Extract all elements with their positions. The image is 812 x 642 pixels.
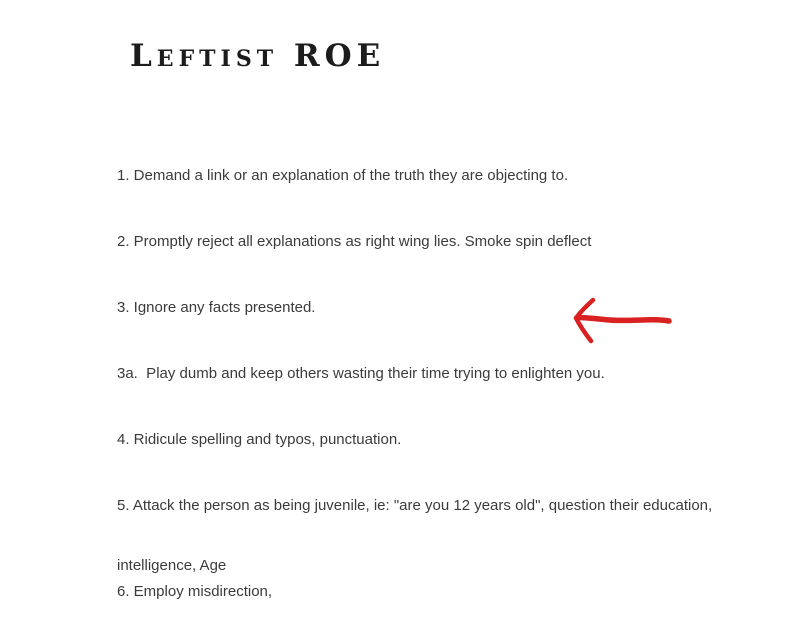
list-item-text: 2. Promptly reject all explanations as right wing lies. Smoke spin deflect [117, 233, 592, 250]
list-item-text: 3. Ignore any facts presented. [117, 299, 316, 316]
list-item-text: 4. Ridicule spelling and typos, punctuation. [117, 431, 402, 448]
list-item-text: 6. Employ misdirection, [117, 583, 273, 600]
list-item-text: 3a. Play dumb and keep others wasting their time trying to enlighten you. [117, 365, 605, 382]
list-item-text: 1. Demand a link or an explanation of the truth they are objecting to. [117, 167, 569, 184]
page-title: Leftist ROE [130, 37, 386, 74]
list-item-text: 5. Attack the person as being juvenile, ie: "are you 12 years old", question their education, [117, 497, 713, 514]
list-item-text: intelligence, Age [117, 557, 227, 574]
list-item-6 [117, 542, 752, 642]
